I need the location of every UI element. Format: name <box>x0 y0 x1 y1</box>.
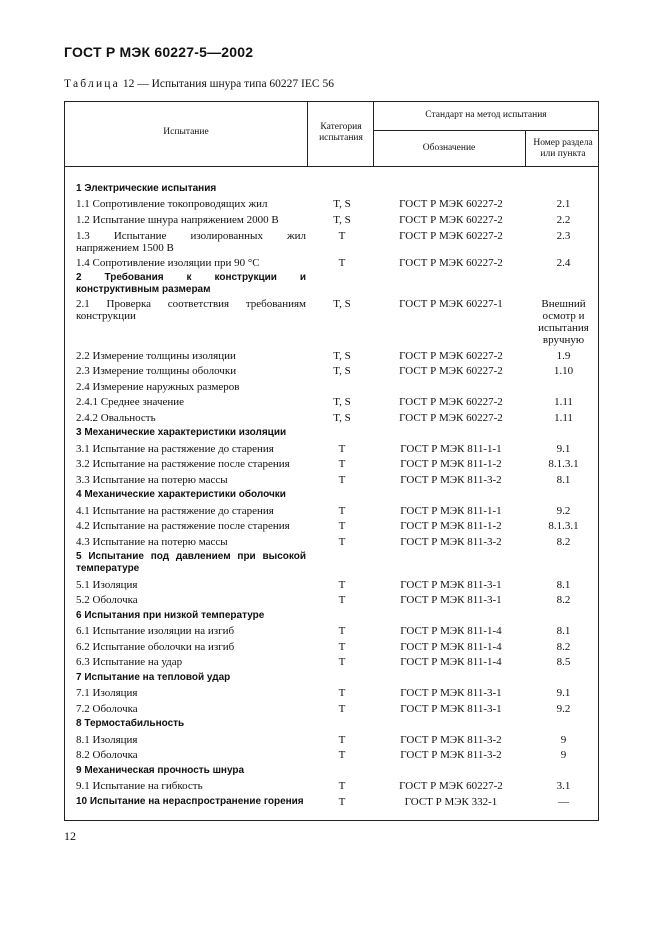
test-name-cell: 4.1 Испытание на растяжение до старения <box>76 505 274 517</box>
table-caption-prefix: Таблица <box>64 78 120 90</box>
standard-cell: ГОСТ Р МЭК 811-3-1 <box>400 703 502 715</box>
test-name-cell: 2.1 Проверка соответствия требованиям конструкции <box>76 298 306 322</box>
tests-table <box>64 101 599 821</box>
section-number-cell: 9.1 <box>556 443 571 455</box>
category-cell: T <box>338 687 346 699</box>
standard-cell: ГОСТ Р МЭК 811-1-2 <box>400 458 502 470</box>
section-number-cell: 8.2 <box>556 594 571 606</box>
test-name-cell: 5.1 Изоляция <box>76 579 138 591</box>
category-cell: T <box>338 749 346 761</box>
test-name-cell: 6.1 Испытание изоляции на изгиб <box>76 625 235 637</box>
category-cell: T, S <box>333 350 351 362</box>
test-name-cell: 2.4.1 Среднее значение <box>76 396 185 408</box>
section-number-cell: 9.2 <box>556 505 571 517</box>
category-cell: T, S <box>333 298 351 310</box>
section-number-cell: 8.1 <box>556 625 571 637</box>
test-name-cell: 2.2 Измерение толщины изоляции <box>76 350 236 362</box>
test-name-cell: 10 Испытание на нераспространение горения <box>76 796 304 807</box>
standard-cell: ГОСТ Р МЭК 60227-2 <box>399 214 503 226</box>
standard-cell: ГОСТ Р МЭК 60227-2 <box>399 350 503 362</box>
table-divider <box>65 166 598 167</box>
table-divider <box>307 102 308 166</box>
test-name-cell: 1.3 Испытание изолированных жил напряжением 1500 В <box>76 230 306 254</box>
standard-cell: ГОСТ Р МЭК 811-1-1 <box>400 505 502 517</box>
test-name-cell: 3 Механические характеристики изоляции <box>76 427 287 438</box>
category-cell: T <box>338 703 346 715</box>
test-name-cell: 6.2 Испытание оболочки на изгиб <box>76 641 235 653</box>
standard-cell: ГОСТ Р МЭК 811-1-1 <box>400 443 502 455</box>
section-number-cell: 8.5 <box>556 656 571 668</box>
standard-cell: ГОСТ Р МЭК 332-1 <box>404 796 498 808</box>
category-cell: T, S <box>333 198 351 210</box>
section-number-cell: 9.2 <box>556 703 571 715</box>
test-name-cell: 2.4 Измерение наружных размеров <box>76 381 240 393</box>
section-number-cell: 9 <box>560 749 567 761</box>
category-cell: T <box>338 536 346 548</box>
test-name-cell: 6 Испытания при низкой температуре <box>76 610 265 621</box>
test-name-cell: 4.2 Испытание на растяжение после старения <box>76 520 290 532</box>
section-number-cell: 3.1 <box>556 780 571 792</box>
test-name-cell: 3.2 Испытание на растяжение после старения <box>76 458 290 470</box>
test-name-cell: 1.1 Сопротивление токопроводящих жил <box>76 198 268 210</box>
section-number-cell: 8.2 <box>556 536 571 548</box>
section-number-cell: 8.1 <box>556 579 571 591</box>
page-number: 12 <box>64 829 76 843</box>
standard-cell: ГОСТ Р МЭК 60227-2 <box>399 230 503 242</box>
category-cell: T, S <box>333 396 351 408</box>
test-name-cell: 1.4 Сопротивление изоляции при 90 °С <box>76 257 260 269</box>
test-name-cell: 8 Термостабильность <box>76 718 185 729</box>
standard-cell: ГОСТ Р МЭК 811-3-1 <box>400 579 502 591</box>
test-name-cell: 2.4.2 Овальность <box>76 412 156 424</box>
section-number-cell: 8.1.3.1 <box>548 520 579 532</box>
test-name-cell: 2 Требования к конструкции и конструктивным размерам <box>76 272 306 295</box>
category-cell: T <box>338 458 346 470</box>
standard-cell: ГОСТ Р МЭК 60227-2 <box>399 365 503 377</box>
test-name-cell: 4.3 Испытание на потерю массы <box>76 536 228 548</box>
standard-cell: ГОСТ Р МЭК 811-1-4 <box>400 625 502 637</box>
test-name-cell: 1.2 Испытание шнура напряжением 2000 В <box>76 214 279 226</box>
standard-cell: ГОСТ Р МЭК 811-3-2 <box>400 474 502 486</box>
table-divider <box>373 130 599 131</box>
section-number-cell: — <box>558 796 569 808</box>
section-number-cell: 9 <box>560 734 567 746</box>
standard-cell: ГОСТ Р МЭК 811-3-2 <box>400 749 502 761</box>
test-name-cell: 8.2 Оболочка <box>76 749 138 761</box>
category-cell: T <box>338 257 346 269</box>
standard-cell: ГОСТ Р МЭК 811-1-2 <box>400 520 502 532</box>
standard-cell: ГОСТ Р МЭК 60227-2 <box>399 412 503 424</box>
section-number-cell: 2.1 <box>556 198 571 210</box>
section-number-cell: 9.1 <box>556 687 571 699</box>
header-section-number: Номер раздела или пункта <box>533 138 593 160</box>
test-name-cell: 1 Электрические испытания <box>76 183 217 194</box>
test-name-cell: 3.3 Испытание на потерю массы <box>76 474 228 486</box>
section-number-cell: 1.11 <box>554 412 573 424</box>
category-cell: T <box>338 734 346 746</box>
section-number-cell: 1.10 <box>553 365 574 377</box>
section-number-cell: 8.2 <box>556 641 571 653</box>
standard-cell: ГОСТ Р МЭК 811-3-1 <box>400 594 502 606</box>
test-name-cell: 6.3 Испытание на удар <box>76 656 183 668</box>
table-caption <box>64 78 334 90</box>
test-name-cell: 4 Механические характеристики оболочки <box>76 489 286 500</box>
test-name-cell: 9.1 Испытание на гибкость <box>76 780 203 792</box>
standard-cell: ГОСТ Р МЭК 811-3-2 <box>400 734 502 746</box>
test-name-cell: 5.2 Оболочка <box>76 594 138 606</box>
document-header: ГОСТ Р МЭК 60227-5—2002 <box>64 44 254 60</box>
standard-cell: ГОСТ Р МЭК 811-3-1 <box>400 687 502 699</box>
test-name-cell: 5 Испытание под давлением при высокой температуре <box>76 551 306 574</box>
category-cell: T, S <box>333 412 351 424</box>
category-cell: T <box>338 520 346 532</box>
table-caption-text: 12 — Испытания шнура типа 60227 IEC 56 <box>119 78 334 90</box>
category-cell: T <box>338 796 346 808</box>
section-number-cell: 1.11 <box>554 396 573 408</box>
header-category: Категория испытания <box>319 122 363 144</box>
category-cell: T <box>338 579 346 591</box>
test-name-cell: 8.1 Изоляция <box>76 734 138 746</box>
section-number-cell: 8.1 <box>556 474 571 486</box>
table-divider <box>525 130 526 166</box>
standard-cell: ГОСТ Р МЭК 811-3-2 <box>400 536 502 548</box>
category-cell: T <box>338 594 346 606</box>
category-cell: T, S <box>333 214 351 226</box>
category-cell: T <box>338 641 346 653</box>
category-cell: T <box>338 474 346 486</box>
standard-cell: ГОСТ Р МЭК 811-1-4 <box>400 641 502 653</box>
section-number-cell: 1.9 <box>556 350 571 362</box>
test-name-cell: 3.1 Испытание на растяжение до старения <box>76 443 274 455</box>
test-name-cell: 7.1 Изоляция <box>76 687 138 699</box>
section-number-cell: 2.3 <box>556 230 571 242</box>
standard-cell: ГОСТ Р МЭК 811-1-4 <box>400 656 502 668</box>
test-name-cell: 9 Механическая прочность шнура <box>76 765 245 776</box>
section-number-cell: 8.1.3.1 <box>548 458 579 470</box>
test-name-cell: 7 Испытание на тепловой удар <box>76 672 231 683</box>
category-cell: T <box>338 780 346 792</box>
category-cell: T <box>338 443 346 455</box>
standard-cell: ГОСТ Р МЭК 60227-2 <box>399 198 503 210</box>
header-test: Испытание <box>163 127 209 137</box>
section-number-cell: 2.4 <box>556 257 571 269</box>
category-cell: T <box>338 656 346 668</box>
category-cell: T <box>338 230 346 242</box>
header-standard-group: Стандарт на метод испытания <box>425 110 547 120</box>
category-cell: T, S <box>333 365 351 377</box>
section-number-cell: Внешний осмотр и испытания вручную <box>538 298 589 346</box>
standard-cell: ГОСТ Р МЭК 60227-2 <box>399 257 503 269</box>
category-cell: T <box>338 625 346 637</box>
test-name-cell: 2.3 Измерение толщины оболочки <box>76 365 237 377</box>
section-number-cell: 2.2 <box>556 214 571 226</box>
header-designation: Обозначение <box>422 143 476 153</box>
test-name-cell: 7.2 Оболочка <box>76 703 138 715</box>
category-cell: T <box>338 505 346 517</box>
standard-cell: ГОСТ Р МЭК 60227-1 <box>399 298 503 310</box>
standard-cell: ГОСТ Р МЭК 60227-2 <box>399 780 503 792</box>
standard-cell: ГОСТ Р МЭК 60227-2 <box>399 396 503 408</box>
